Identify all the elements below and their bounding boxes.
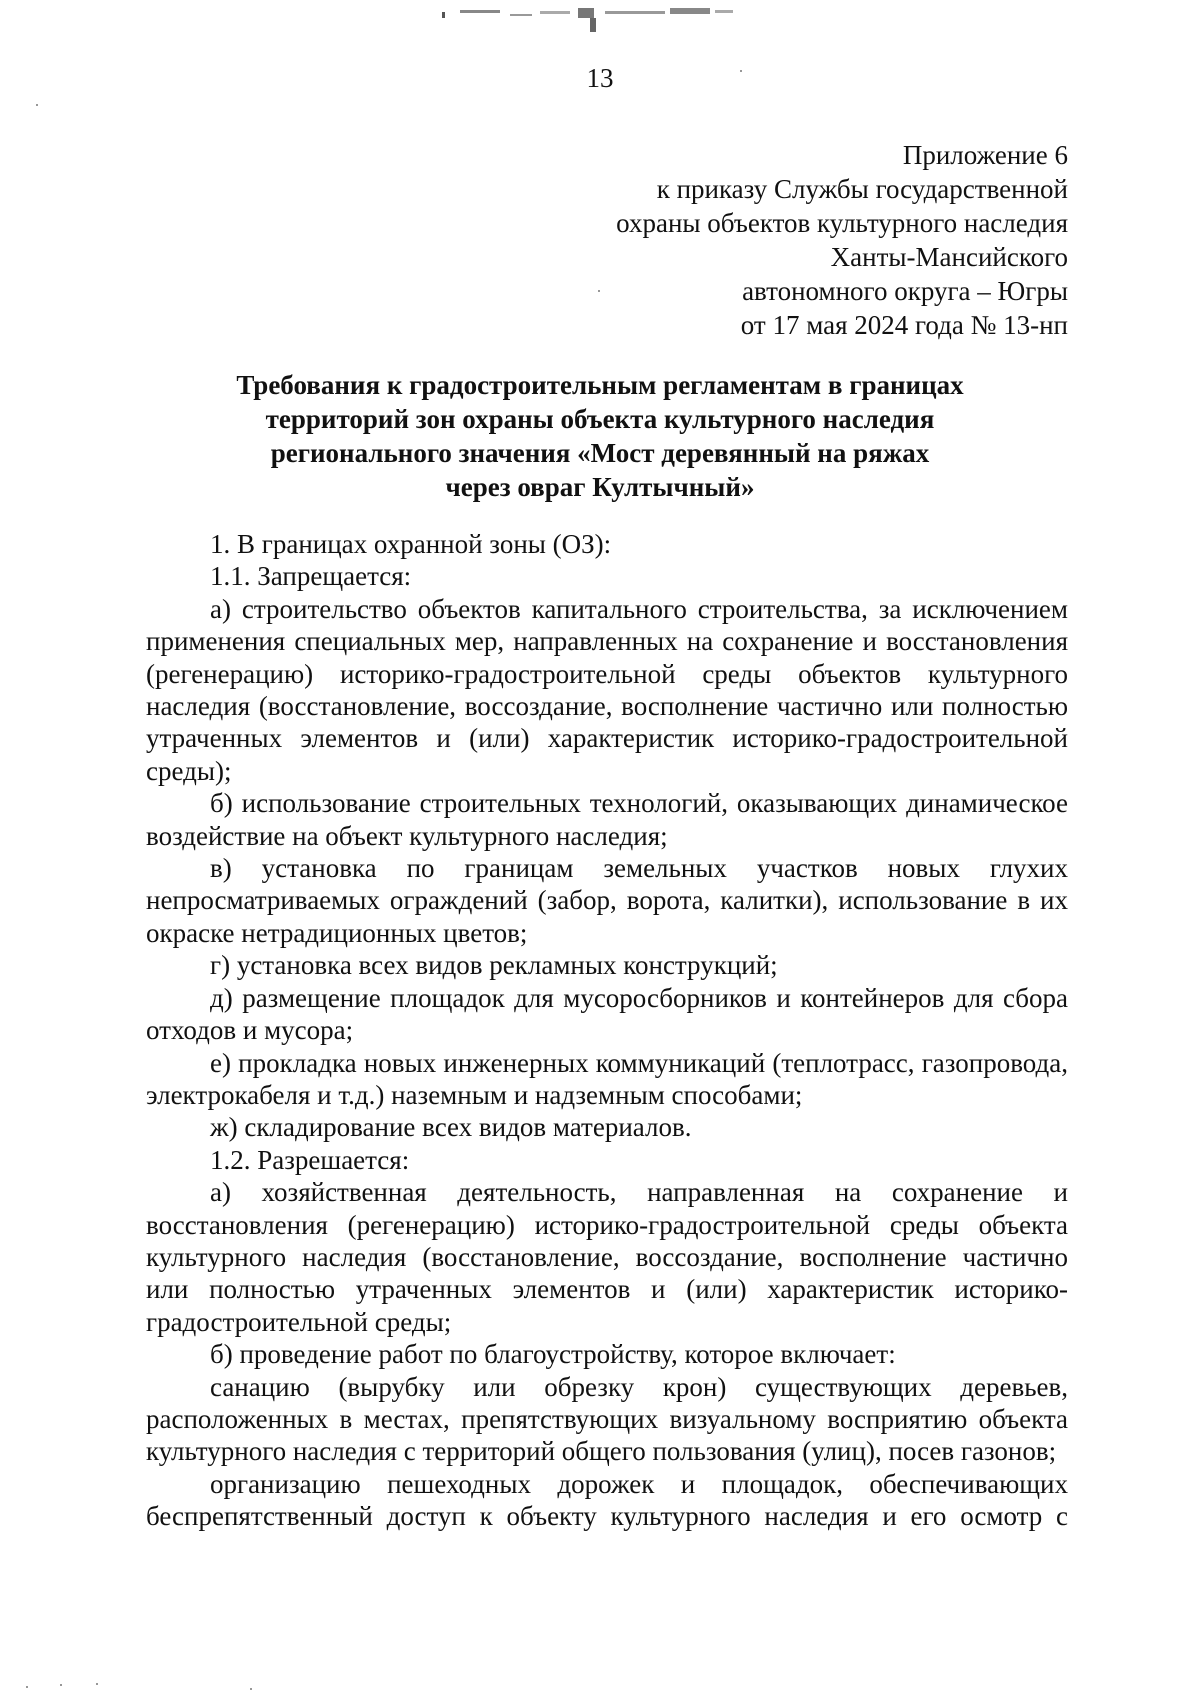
section-heading-oz: 1. В границах охранной зоны (ОЗ): xyxy=(210,529,612,559)
scan-speck xyxy=(250,1688,252,1690)
page-number: 13 xyxy=(586,63,614,93)
title-line: через овраг Култычный» xyxy=(445,472,755,502)
prohibited-item-d: д) размещение площадок для мусоросборников и контейнеров для сбора отходов и мусора; xyxy=(146,982,1068,1046)
document-title xyxy=(150,368,1050,504)
approval-line: Ханты-Мансийского xyxy=(830,242,1068,272)
approval-line: к приказу Службы государственной xyxy=(656,174,1068,204)
allowed-subitem-walkways: организацию пешеходных дорожек и площадок, обеспечивающих беспрепятственный доступ к объекту культурного наследия и его осмотр с xyxy=(146,1468,1068,1532)
allowed-item-b: б) проведение работ по благоустройству, которое включает: xyxy=(210,1339,896,1370)
allowed-item-a: а) хозяйственная деятельность, направленная на сохранение и восстановления (регенерацию) историко-градостроительной среды объекта культурного наследия (восстановление, воссоздание, восполнение частично или полностью утраченных элементов и (или) характеристик историко-градостроительной среды; xyxy=(146,1177,1068,1337)
prohibited-item-zh: ж) складирование всех видов материалов. xyxy=(210,1112,692,1143)
prohibited-item-a: а) строительство объектов капитального строительства, за исключением применения специальных мер, направленных на сохранение и восстановления (регенерацию) историко-градостроительной среды объектов культурного наследия (восстановление, воссоздание, восполнение частично или полностью утраченных элементов и (или) характеристик историко-градостроительной среды); xyxy=(146,593,1068,786)
prohibited-item-v: в) установка по границам земельных участков новых глухих непросматриваемых ограждений (забор, ворота, калитки), использование в их окраске нетрадиционных цветов; xyxy=(146,853,1068,948)
scan-speck xyxy=(740,70,742,72)
approval-line: автономного округа – Югры xyxy=(742,276,1068,306)
scan-speck xyxy=(598,290,600,292)
subsection-heading-allowed: 1.2. Разрешается: xyxy=(210,1144,410,1175)
scan-speck xyxy=(96,1683,98,1685)
prohibited-item-g: г) установка всех видов рекламных конструкций; xyxy=(210,950,778,981)
scan-speck xyxy=(26,1686,28,1688)
prohibited-item-e: е) прокладка новых инженерных коммуникаций (теплотрасс, газопровода, электрокабеля и т.д.) наземным и надземным способами; xyxy=(146,1047,1068,1110)
document-body xyxy=(146,528,1068,1533)
prohibited-item-b: б) использование строительных технологий, оказывающих динамическое воздействие на объект культурного наследия; xyxy=(146,788,1068,851)
scan-speck xyxy=(36,104,38,106)
title-line: регионального значения «Мост деревянный на ряжах xyxy=(270,438,930,468)
title-line: Требования к градостроительным регламентам в границах xyxy=(236,370,964,400)
title-line: территорий зон охраны объекта культурного наследия xyxy=(265,404,935,434)
scan-noise-mark xyxy=(440,2,770,36)
allowed-subitem-sanitation: санацию (вырубку или обрезку крон) существующих деревьев, расположенных в местах, препятствующих визуальному восприятию объекта культурного наследия с территорий общего пользования (улиц), посев газонов; xyxy=(146,1371,1068,1467)
scan-speck xyxy=(60,1684,62,1686)
approval-line: от 17 мая 2024 года № 13-нп xyxy=(740,310,1068,340)
approval-line: Приложение 6 xyxy=(902,140,1068,170)
approval-block xyxy=(548,138,1068,342)
subsection-heading-prohibited: 1.1. Запрещается: xyxy=(210,561,412,592)
approval-line: охраны объектов культурного наследия xyxy=(616,208,1068,238)
